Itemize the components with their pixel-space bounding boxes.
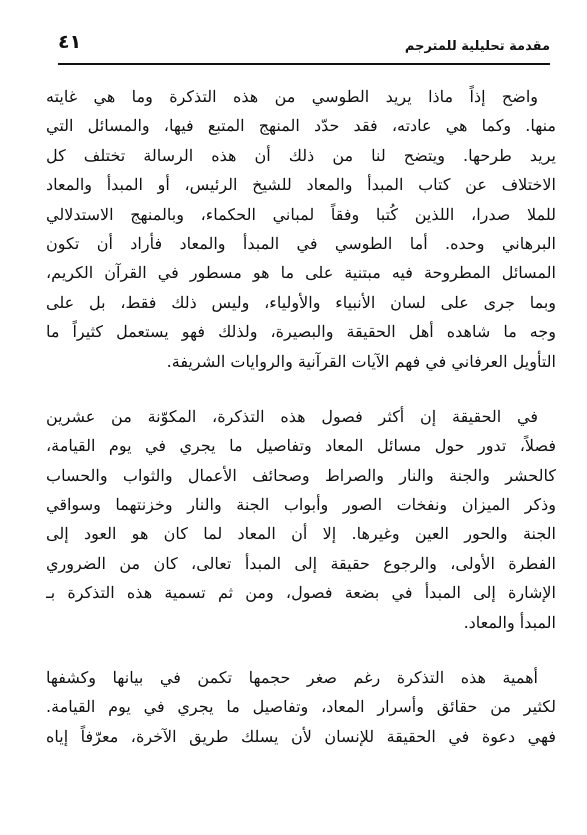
running-title: مقدمة تحليلية للمترجم xyxy=(404,39,550,54)
text-line: الفطرة الأولى، والرجوع حقيقة إلى المبدأ تعالى، كان من الضروري xyxy=(46,553,556,573)
text-line: التأويل العرفاني في فهم الآيات القرآنية والروايات الشريفة. xyxy=(166,351,556,371)
header-rule xyxy=(58,63,550,65)
text-line: واضح إذاً ماذا يريد الطوسي من هذه التذكرة وما هي غايته xyxy=(46,87,538,106)
paragraph-gap xyxy=(46,376,556,402)
text-line: لكثير من حقائق وأسرار المعاد، وتفاصيل ما يجري في يوم القيامة. xyxy=(46,697,556,717)
text-line: في الحقيقة إن أكثر فصول هذه التذكرة، المكوّنة من عشرين xyxy=(46,406,538,426)
text-line: منها. وكما هي عادته، فقد حدّد المنهج المتبع فيها، والمسائل التي xyxy=(46,116,556,136)
paragraph-1 xyxy=(46,82,556,376)
text-line: وجه ما شاهده أهل الحقيقة والبصيرة، ولذلك فهو يستعمل كثيراً ما xyxy=(46,322,556,342)
text-line: أهمية هذه التذكرة رغم صغر حجمها تكمن في بيانها وكشفها xyxy=(46,668,538,688)
paragraph-2 xyxy=(46,402,556,637)
text-line: كالحشر والجنة والنار والصراط وصحائف الأعمال والثواب والحساب xyxy=(46,465,556,485)
text-line: المسائل المطروحة فيه مبتنية على ما هو مسطور في القرآن الكريم، xyxy=(46,263,556,283)
text-line: للملا صدرا، اللذين كُتبا وفقاً لمباني الحكماء، وبالمنهج الاستدلالي xyxy=(46,204,556,224)
text-line: فهي دعوة في الحقيقة للإنسان لأن يسلك طريق الآخرة، معرّفاً إياه xyxy=(46,726,556,746)
paragraph-3 xyxy=(46,663,556,751)
body-text xyxy=(46,82,556,751)
text-line: الإشارة إلى المبدأ في بضعة فصول، ومن ثم تسمية هذه التذكرة بـ xyxy=(46,583,556,603)
paragraph-gap xyxy=(46,637,556,663)
text-line: وبما جرى على لسان الأنبياء والأولياء، وليس ذلك فقط، بل على xyxy=(46,292,556,312)
text-line: المبدأ والمعاد. xyxy=(463,612,556,632)
text-line: الجنة والحور العين وغيرها. إلا أن المعاد لما كان هو العود إلى xyxy=(46,524,556,544)
text-line: يريد طرحها. ويتضح لنا من ذلك أن هذه الرسالة تختلف كل xyxy=(46,145,556,165)
text-line: وذكر الميزان ونفخات الصور وأبواب الجنة والنار وخزنتهما وسواقي xyxy=(46,495,556,515)
text-line: البرهاني وحده. أما الطوسي في المبدأ والمعاد فأراد أن تكون xyxy=(46,233,556,253)
text-line: الاختلاف عن كتاب المبدأ والمعاد للشيخ الرئيس، أو المبدأ والمعاد xyxy=(46,175,556,195)
text-line: فصلاً، تدور حول مسائل المعاد وتفاصيل ما يجري في يوم القيامة، xyxy=(46,436,556,456)
page-header xyxy=(58,22,550,62)
page-number: ٤١ xyxy=(58,31,82,53)
